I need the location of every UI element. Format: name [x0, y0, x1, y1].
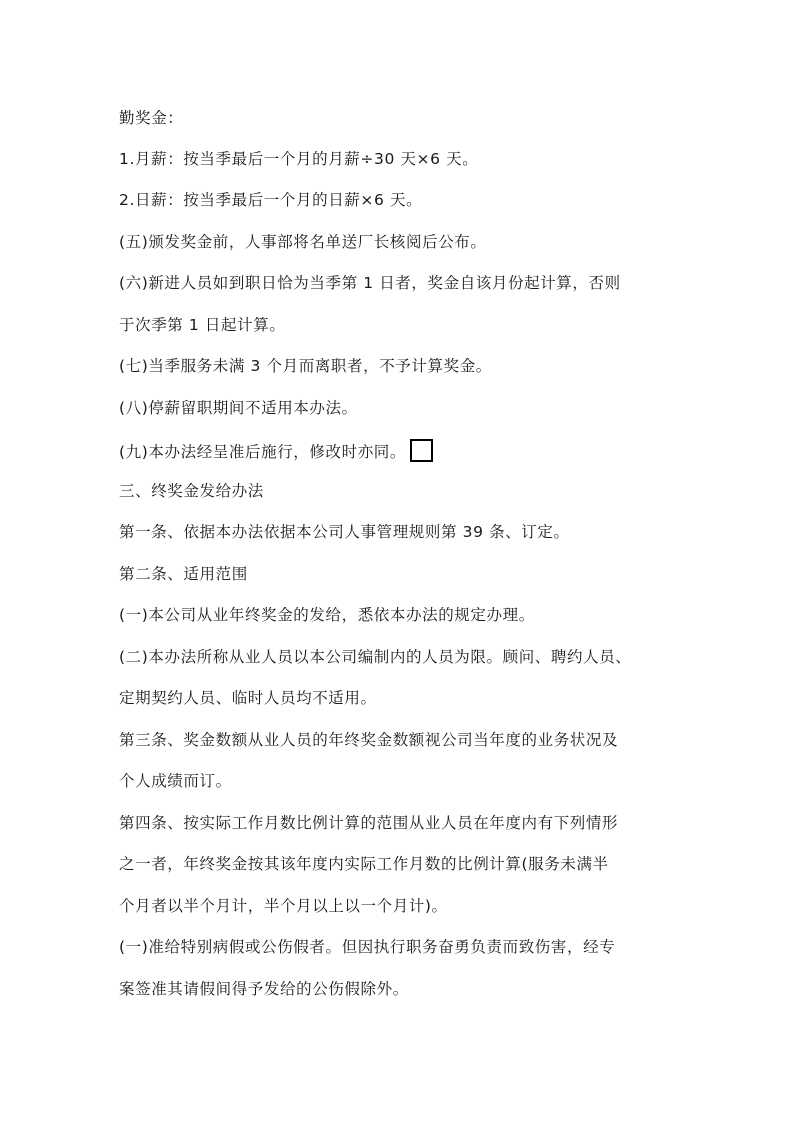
- text-line: (九)本办法经呈准后施行，修改时亦同。: [119, 443, 406, 461]
- text-line: 于次季第 1 日起计算。: [119, 316, 286, 334]
- text-line: 之一者，年终奖金按其该年度内实际工作月数的比例计算(服务未满半: [119, 855, 609, 873]
- text-line: (二)本办法所称从业人员以本公司编制内的人员为限。顾问、聘约人员、: [119, 648, 632, 666]
- text-line: 第三条、奖金数额从业人员的年终奖金数额视公司当年度的业务状况及: [119, 731, 619, 749]
- text-line: (七)当季服务未满 3 个月而离职者，不予计算奖金。: [119, 357, 492, 375]
- text-line: (一)准给特别病假或公伤假者。但因执行职务奋勇负责而致伤害，经专: [119, 938, 616, 956]
- text-line: (六)新进人员如到职日恰为当季第 1 日者，奖金自该月份起计算，否则: [119, 274, 621, 292]
- checkbox[interactable]: [410, 439, 433, 462]
- text-line: (八)停薪留职期间不适用本办法。: [119, 399, 358, 417]
- text-line: 第一条、依据本办法依据本公司人事管理规则第 39 条、订定。: [119, 523, 570, 541]
- text-line: 案签准其请假间得予发给的公伤假除外。: [119, 980, 409, 998]
- text-line: (五)颁发奖金前，人事部将名单送厂长核阅后公布。: [119, 233, 487, 251]
- text-line: 勤奖金：: [119, 109, 184, 127]
- text-line-with-checkbox: [119, 439, 433, 462]
- text-line: 个人成绩而订。: [119, 772, 232, 790]
- text-line: 第二条、适用范围: [119, 565, 248, 583]
- text-line: (一)本公司从业年终奖金的发给，悉依本办法的规定办理。: [119, 606, 535, 624]
- text-line: 定期契约人员、临时人员均不适用。: [119, 689, 377, 707]
- section-heading: 三、终奖金发给办法: [119, 482, 264, 500]
- text-line: 个月者以半个月计，半个月以上以一个月计)。: [119, 897, 448, 915]
- text-line: 2.日薪：按当季最后一个月的日薪×6 天。: [119, 191, 423, 209]
- text-line: 1.月薪：按当季最后一个月的月薪÷30 天×6 天。: [119, 150, 479, 168]
- text-line: 第四条、按实际工作月数比例计算的范围从业人员在年度内有下列情形: [119, 814, 619, 832]
